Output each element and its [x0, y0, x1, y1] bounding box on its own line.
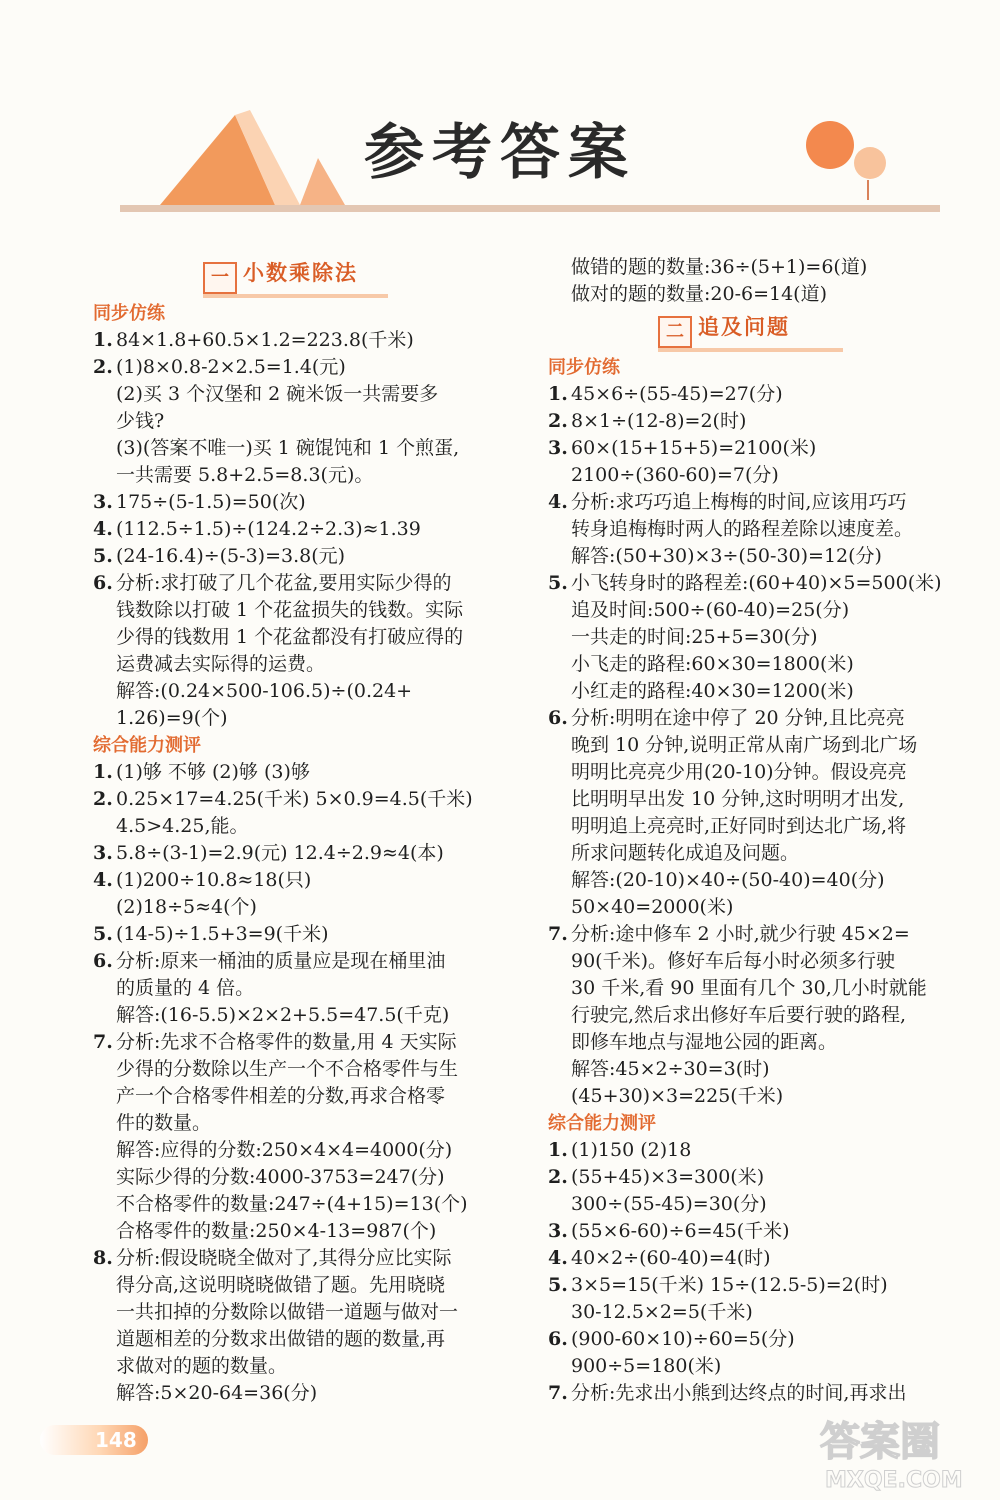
- answer-line: [116, 1299, 518, 1326]
- answer-line: [116, 1110, 518, 1137]
- answer-line: 做对的题的数量:20-6=14(道): [571, 283, 828, 305]
- answer-item: [548, 381, 968, 408]
- item-number: 8.: [93, 1247, 113, 1269]
- item-number: 5.: [548, 572, 568, 594]
- answer-item: [548, 1245, 968, 1272]
- answer-text: 解答:应得的分数:250×4×4=4000(分): [116, 1139, 453, 1161]
- answer-item: [548, 1218, 968, 1245]
- answer-text: 30 千米,看 90 里面有几个 30,几小时就能: [571, 977, 927, 999]
- answer-text: 少钱?: [116, 410, 165, 432]
- answer-text: 求做对的题的数量。: [116, 1355, 288, 1377]
- answer-line: [548, 705, 968, 732]
- answer-line: [93, 759, 518, 786]
- answer-text: (55+45)×3=300(米): [571, 1166, 765, 1188]
- answer-line: [548, 921, 968, 948]
- answer-item: [548, 921, 968, 1110]
- answer-item: [548, 1164, 968, 1218]
- answer-text: 175÷(5-1.5)=50(次): [116, 491, 306, 513]
- item-number: 3.: [548, 437, 568, 459]
- answer-text: (1)200÷10.8≈18(只): [116, 869, 312, 891]
- answer-line: [548, 435, 968, 462]
- answer-line: [571, 1299, 968, 1326]
- answer-text: 分析:假设晓晓全做对了,其得分应比实际: [116, 1247, 452, 1269]
- answer-line: [93, 516, 518, 543]
- answer-line: [571, 813, 968, 840]
- answer-text: 4.5>4.25,能。: [116, 815, 249, 837]
- answer-text: 的质量的 4 倍。: [116, 977, 255, 999]
- answer-text: 解答:(16-5.5)×2×2+5.5=47.5(千克): [116, 1004, 450, 1026]
- answer-line: [548, 1272, 968, 1299]
- answer-line: [93, 1245, 518, 1272]
- answer-line: [548, 489, 968, 516]
- page-title: 参考答案: [364, 118, 636, 188]
- answer-text: 90(千米)。修好车后每小时必须多行驶: [571, 950, 896, 972]
- answer-line: [571, 867, 968, 894]
- answer-line: [571, 516, 968, 543]
- answer-line: [571, 543, 968, 570]
- answer-line: [571, 1353, 968, 1380]
- answer-line: [548, 1326, 968, 1353]
- answer-text: 分析:先求不合格零件的数量,用 4 天实际: [116, 1031, 457, 1053]
- answer-text: 一共走的时间:25+5=30(分): [571, 626, 818, 648]
- answer-text: 不合格零件的数量:247÷(4+15)=13(个): [116, 1193, 468, 1215]
- answer-line: [93, 489, 518, 516]
- answer-line: [571, 1002, 968, 1029]
- answer-text: 合格零件的数量:250×4-13=987(个): [116, 1220, 437, 1242]
- item-number: 1.: [548, 1139, 568, 1161]
- answer-item: [548, 408, 968, 435]
- item-number: 6.: [548, 707, 568, 729]
- answer-line: [116, 1191, 518, 1218]
- watermark-url: MXQE.COM: [825, 1468, 963, 1493]
- answer-text: 5.8÷(3-1)=2.9(元) 12.4÷2.9≈4(本): [116, 842, 444, 864]
- answer-line: [548, 1380, 968, 1407]
- item-number: 4.: [548, 491, 568, 513]
- answer-line: [116, 651, 518, 678]
- answer-text: (2)买 3 个汉堡和 2 碗米饭一共需要多: [116, 383, 439, 405]
- answer-line: [548, 570, 968, 597]
- answer-item: [548, 705, 968, 921]
- answer-text: 900÷5=180(米): [571, 1355, 722, 1377]
- answer-text: 分析:求打破了几个花盆,要用实际少得的: [116, 572, 452, 594]
- answer-text: 运费减去实际得的运费。: [116, 653, 326, 675]
- item-number: 2.: [93, 356, 113, 378]
- chapter-number: 一: [203, 262, 237, 294]
- item-number: 5.: [93, 545, 113, 567]
- answer-line: [571, 651, 968, 678]
- answer-line: [116, 435, 518, 462]
- answer-text: (14-5)÷1.5+3=9(千米): [116, 923, 329, 945]
- item-number: 2.: [93, 788, 113, 810]
- continued-answer: [548, 254, 968, 308]
- item-number: 7.: [548, 923, 568, 945]
- answer-line: [116, 1002, 518, 1029]
- answer-text: 钱数除以打破 1 个花盆损失的钱数。实际: [116, 599, 464, 621]
- answer-line: [116, 624, 518, 651]
- answer-item: [93, 489, 518, 516]
- answer-line: [116, 1272, 518, 1299]
- answer-item: [93, 543, 518, 570]
- answer-item: [548, 570, 968, 705]
- answer-text: 45×6÷(55-45)=27(分): [571, 383, 783, 405]
- answer-text: 小红走的路程:40×30=1200(米): [571, 680, 854, 702]
- answer-text: 比明明早出发 10 分钟,这时明明才出发,: [571, 788, 905, 810]
- answer-item: [93, 570, 518, 732]
- answer-item: [93, 786, 518, 840]
- item-number: 2.: [548, 410, 568, 432]
- answer-line: [116, 1164, 518, 1191]
- answer-item: [93, 327, 518, 354]
- item-number: 4.: [548, 1247, 568, 1269]
- answer-text: (112.5÷1.5)÷(124.2÷2.3)≈1.39: [116, 518, 421, 540]
- answer-line: 做错的题的数量:36÷(5+1)=6(道): [571, 256, 868, 278]
- right-column: [548, 254, 968, 1407]
- chapter-underline: [658, 348, 843, 352]
- answer-text: 得分高,这说明晓晓做错了题。先用晓晓: [116, 1274, 446, 1296]
- chapter-heading: [93, 256, 518, 300]
- answer-line: [116, 705, 518, 732]
- item-number: 1.: [548, 383, 568, 405]
- item-number: 3.: [93, 491, 113, 513]
- item-number: 5.: [93, 923, 113, 945]
- item-number: 3.: [93, 842, 113, 864]
- answer-line: [116, 813, 518, 840]
- answer-line: [116, 1137, 518, 1164]
- answer-line: [571, 462, 968, 489]
- item-number: 7.: [93, 1031, 113, 1053]
- answer-line: [116, 1056, 518, 1083]
- answer-text: 1.26)=9(个): [116, 707, 228, 729]
- answer-item: [93, 1245, 518, 1407]
- answer-line: [116, 1218, 518, 1245]
- answer-line: [571, 840, 968, 867]
- chapter-underline: [203, 294, 388, 298]
- header-baseline: [120, 205, 940, 212]
- answer-line: [116, 381, 518, 408]
- answer-item: [548, 489, 968, 570]
- answer-line: [548, 1218, 968, 1245]
- answer-item: [548, 1137, 968, 1164]
- answer-line: [571, 624, 968, 651]
- section-heading: 综合能力测评: [93, 735, 201, 756]
- item-number: 1.: [93, 761, 113, 783]
- answer-line: [548, 408, 968, 435]
- answer-item: [93, 516, 518, 543]
- answer-line: [571, 678, 968, 705]
- chapter-title: 追及问题: [698, 315, 790, 339]
- section-heading: 综合能力测评: [548, 1113, 656, 1134]
- answer-text: (45+30)×3=225(千米): [571, 1085, 784, 1107]
- answer-text: (1)150 (2)18: [571, 1139, 692, 1161]
- answer-text: 行驶完,然后求出修好车后要行驶的路程,: [571, 1004, 907, 1026]
- answer-text: 晚到 10 分钟,说明正常从南广场到北广场: [571, 734, 918, 756]
- answer-text: 分析:先求出小熊到达终点的时间,再求出: [571, 1382, 907, 1404]
- answer-text: 解答:5×20-64=36(分): [116, 1382, 318, 1404]
- answer-line: [116, 1326, 518, 1353]
- answer-line: [571, 894, 968, 921]
- answer-text: 少得的分数除以生产一个不合格零件与生: [116, 1058, 459, 1080]
- answer-line: [571, 975, 968, 1002]
- answer-text: 件的数量。: [116, 1112, 212, 1134]
- answer-text: 分析:明明在途中停了 20 分钟,且比亮亮: [571, 707, 905, 729]
- answer-text: 分析:求巧巧追上梅梅的时间,应该用巧巧: [571, 491, 907, 513]
- answer-text: 60×(15+15+5)=2100(米): [571, 437, 817, 459]
- answer-text: (3)(答案不唯一)买 1 碗馄饨和 1 个煎蛋,: [116, 437, 460, 459]
- item-number: 4.: [93, 518, 113, 540]
- answer-text: 解答:(50+30)×3÷(50-30)=12(分): [571, 545, 882, 567]
- answer-line: [93, 921, 518, 948]
- answer-item: [548, 1380, 968, 1407]
- answer-item: [548, 1326, 968, 1380]
- answer-text: 道题相差的分数求出做错的题的数量,再: [116, 1328, 446, 1350]
- answer-line: [93, 867, 518, 894]
- answer-line: [571, 1029, 968, 1056]
- answer-item: [93, 759, 518, 786]
- answer-line: [93, 840, 518, 867]
- answer-text: 8×1÷(12-8)=2(时): [571, 410, 747, 432]
- answer-line: [571, 759, 968, 786]
- answer-text: (55×6-60)÷6=45(千米): [571, 1220, 790, 1242]
- answer-text: 30-12.5×2=5(千米): [571, 1301, 753, 1323]
- answer-line: [93, 354, 518, 381]
- answer-line: [93, 948, 518, 975]
- answer-line: [93, 543, 518, 570]
- answer-list: [548, 381, 968, 1110]
- answer-text: 少得的钱数用 1 个花盆都没有打破应得的: [116, 626, 464, 648]
- answer-text: 40×2÷(60-40)=4(时): [571, 1247, 771, 1269]
- answer-text: 转身追梅梅时两人的路程差除以速度差。: [571, 518, 914, 540]
- answer-text: 3×5=15(千米) 15÷(12.5-5)=2(时): [571, 1274, 888, 1296]
- page-number: 148: [95, 1428, 137, 1452]
- answer-line: [116, 408, 518, 435]
- answer-line: [116, 1083, 518, 1110]
- section-heading: 同步仿练: [93, 303, 165, 324]
- chapter-number: 二: [658, 316, 692, 348]
- answer-line: [116, 894, 518, 921]
- item-number: 3.: [548, 1220, 568, 1242]
- answer-line: [93, 570, 518, 597]
- answer-list: [93, 327, 518, 732]
- answer-item: [93, 354, 518, 489]
- answer-line: [116, 1353, 518, 1380]
- answer-line: [93, 1029, 518, 1056]
- answer-text: 明明比亮亮少用(20-10)分钟。假设亮亮: [571, 761, 907, 783]
- chapter-title: 小数乘除法: [243, 261, 358, 285]
- answer-line: [571, 1056, 968, 1083]
- item-number: 4.: [93, 869, 113, 891]
- answer-text: (24-16.4)÷(5-3)=3.8(元): [116, 545, 346, 567]
- item-number: 2.: [548, 1166, 568, 1188]
- watermark-text: 答案圈: [820, 1419, 940, 1465]
- answer-list: [93, 759, 518, 1407]
- answer-text: 0.25×17=4.25(千米) 5×0.9=4.5(千米): [116, 788, 473, 810]
- answer-line: [571, 732, 968, 759]
- answer-text: 产一个合格零件相差的分数,再求合格零: [116, 1085, 446, 1107]
- answer-line: [548, 381, 968, 408]
- answer-item: [93, 840, 518, 867]
- answer-item: [93, 921, 518, 948]
- answer-text: 追及时间:500÷(60-40)=25(分): [571, 599, 850, 621]
- answer-text: 明明追上亮亮时,正好同时到达北广场,将: [571, 815, 907, 837]
- answer-text: 84×1.8+60.5×1.2=223.8(千米): [116, 329, 414, 351]
- page-header: [0, 0, 1000, 230]
- answer-line: [571, 786, 968, 813]
- answer-text: (1)够 不够 (2)够 (3)够: [116, 761, 310, 783]
- answer-text: 分析:途中修车 2 小时,就少行驶 45×2=: [571, 923, 910, 945]
- answer-text: 300÷(55-45)=30(分): [571, 1193, 767, 1215]
- item-number: 6.: [548, 1328, 568, 1350]
- answer-line: [116, 678, 518, 705]
- answer-text: 所求问题转化成追及问题。: [571, 842, 800, 864]
- answer-text: (900-60×10)÷60=5(分): [571, 1328, 795, 1350]
- answer-text: 一共需要 5.8+2.5=8.3(元)。: [116, 464, 374, 486]
- chapter-heading: [548, 310, 968, 354]
- item-number: 6.: [93, 950, 113, 972]
- answer-text: 解答:(20-10)×40÷(50-40)=40(分): [571, 869, 885, 891]
- answer-item: [548, 1272, 968, 1326]
- item-number: 6.: [93, 572, 113, 594]
- answer-text: 实际少得的分数:4000-3753=247(分): [116, 1166, 445, 1188]
- answer-text: 一共扣掉的分数除以做错一道题与做对一: [116, 1301, 459, 1323]
- answer-item: [93, 867, 518, 921]
- item-number: 7.: [548, 1382, 568, 1404]
- answer-list: [548, 1137, 968, 1407]
- answer-text: (2)18÷5≈4(个): [116, 896, 257, 918]
- answer-line: [571, 1191, 968, 1218]
- answer-line: [548, 1137, 968, 1164]
- item-number: 1.: [93, 329, 113, 351]
- item-number: 5.: [548, 1274, 568, 1296]
- answer-text: 小飞走的路程:60×30=1800(米): [571, 653, 854, 675]
- answer-line: [93, 327, 518, 354]
- answer-text: 2100÷(360-60)=7(分): [571, 464, 779, 486]
- answer-text: 小飞转身时的路程差:(60+40)×5=500(米): [571, 572, 942, 594]
- answer-line: [548, 1164, 968, 1191]
- answer-text: 分析:原来一桶油的质量应是现在桶里油: [116, 950, 446, 972]
- section-heading: 同步仿练: [548, 357, 620, 378]
- answer-text: 解答:45×2÷30=3(时): [571, 1058, 770, 1080]
- answer-line: [116, 975, 518, 1002]
- answer-item: [93, 948, 518, 1029]
- answer-item: [548, 435, 968, 489]
- answer-line: [116, 1380, 518, 1407]
- answer-line: [571, 948, 968, 975]
- answer-line: [116, 462, 518, 489]
- answer-item: [93, 1029, 518, 1245]
- answer-text: 即修车地点与湿地公园的距离。: [571, 1031, 838, 1053]
- answer-line: [548, 1245, 968, 1272]
- answer-line: [116, 597, 518, 624]
- watermark-logo: [815, 1413, 985, 1493]
- left-column: [93, 254, 518, 1407]
- answer-text: 50×40=2000(米): [571, 896, 734, 918]
- answer-text: 解答:(0.24×500-106.5)÷(0.24+: [116, 680, 413, 702]
- answer-text: (1)8×0.8-2×2.5=1.4(元): [116, 356, 346, 378]
- answer-line: [93, 786, 518, 813]
- answer-line: [571, 1083, 968, 1110]
- answer-line: [571, 597, 968, 624]
